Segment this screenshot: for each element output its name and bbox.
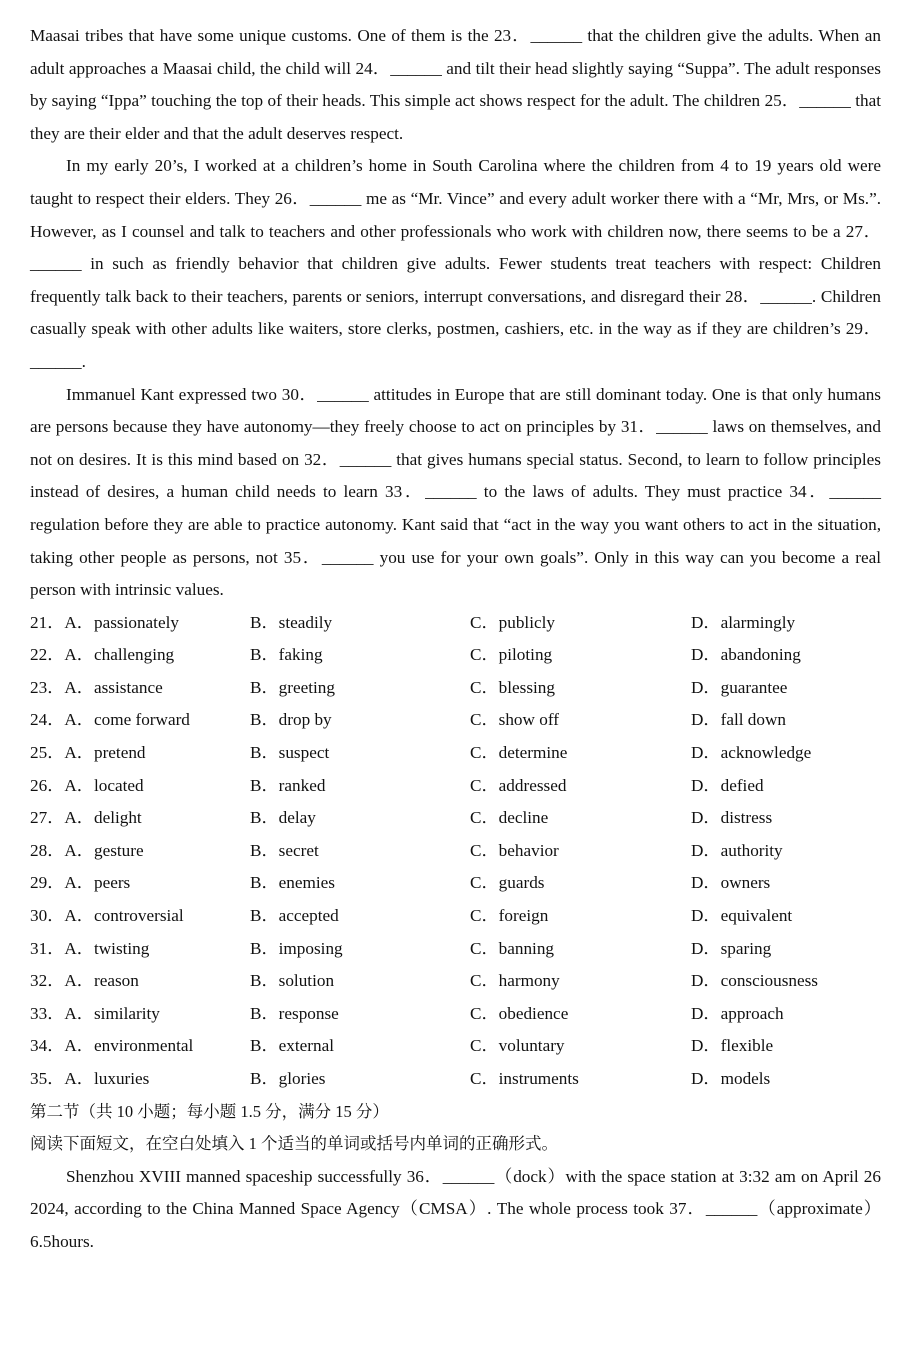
option-c: C．publicly (470, 612, 555, 632)
option-num: 25．A．pretend (30, 743, 146, 763)
option-b: B．steadily (250, 612, 333, 632)
passage-paragraph-2: In my early 20’s, I worked at a children’s home in South Carolina where the children from 4 to 19 years old were taught to respect their elders. They 26．______ me as “Mr. Vince” and every adult worker there with a “Mr, Mrs, or Ms.”. However, as I counsel and talk to teachers and other professionals who work with children now, there seems to be a 27．______ in such as friendly behavior that children give adults. Fewer students treat teachers with respect: Children frequently talk back to their teachers, parents or seniors, interrupt conversations, and disregard their 28．______. Children casually speak with other adults like waiters, store clerks, postmen, cashiers, etc. in the way as if they are children’s 29．______. (30, 156, 881, 371)
option-d: D．acknowledge (691, 743, 812, 763)
option-d: D．equivalent (691, 906, 793, 926)
option-d: D．defied (691, 775, 764, 795)
option-row (30, 737, 881, 770)
option-b: B．faking (250, 645, 323, 665)
option-row (30, 1030, 881, 1063)
option-row (30, 835, 881, 868)
option-c: C．guards (470, 873, 545, 893)
option-c: C．blessing (470, 677, 555, 697)
option-row (30, 900, 881, 933)
option-row (30, 607, 881, 640)
option-d: D．consciousness (691, 971, 818, 991)
option-num: 34．A．environmental (30, 1036, 194, 1056)
option-b: B．glories (250, 1069, 326, 1088)
option-b: B．drop by (250, 710, 332, 730)
section-2-paragraph: Shenzhou XVIII manned spaceship successfully 36．______（dock）with the space station at 3:32 am on April 26 2024, according to the China Manned Space Agency（CMSA）. The whole process took 37．______（approximate）6.5hours. (30, 1166, 881, 1251)
passage-paragraph-1: Maasai tribes that have some unique customs. One of them is the 23．______ that the children give the adults. When an adult approaches a Maasai child, the child will 24．______ and tilt their head slightly saying “Suppa”. The adult responses by saying “Ippa” touching the top of their heads. This simple act shows respect for the adult. The children 25．______ that they are their elder and that the adult deserves respect. (30, 26, 881, 143)
options-list (30, 607, 881, 1096)
option-row (30, 1063, 881, 1096)
option-num: 22．A．challenging (30, 645, 175, 665)
option-row (30, 704, 881, 737)
passage-paragraph-3: Immanuel Kant expressed two 30．______ attitudes in Europe that are still dominant today. One is that only humans are persons because they have autonomy—they freely choose to act on principles by 31．______ laws on themselves, and not on desires. It is this mind based on 32．______ that gives humans special status. Second, to learn to follow principles instead of desires, a human child needs to learn 33．______ to the laws of adults. They must practice 34．______ regulation before they are able to practice autonomy. Kant said that “act in the way you want others to act in the situation, taking other people as persons, not 35．______ you use for your own goals”. Only in this way can you become a real person with intrinsic values. (30, 384, 881, 600)
exam-page (30, 20, 881, 1259)
option-num: 35．A．luxuries (30, 1069, 150, 1088)
option-d: D．owners (691, 873, 771, 893)
option-num: 26．A．located (30, 775, 144, 795)
option-row (30, 933, 881, 966)
option-num: 28．A．gesture (30, 840, 144, 860)
option-num: 32．A．reason (30, 971, 139, 991)
option-row (30, 965, 881, 998)
option-b: B．accepted (250, 906, 339, 926)
option-num: 30．A．controversial (30, 906, 184, 926)
option-b: B．secret (250, 840, 319, 860)
option-num: 27．A．delight (30, 808, 142, 828)
option-c: C．show off (470, 710, 559, 730)
option-c: C．addressed (470, 775, 567, 795)
option-c: C．voluntary (470, 1036, 565, 1056)
option-b: B．greeting (250, 677, 335, 697)
option-c: C．behavior (470, 840, 559, 860)
option-row (30, 802, 881, 835)
option-row (30, 867, 881, 900)
option-b: B．ranked (250, 775, 326, 795)
section-2-heading: 第二节（共 10 小题；每小题 1.5 分，满分 15 分） (30, 1101, 389, 1121)
option-row (30, 639, 881, 672)
option-b: B．enemies (250, 873, 335, 893)
option-num: 31．A．twisting (30, 938, 150, 958)
option-c: C．obedience (470, 1003, 569, 1023)
option-row (30, 672, 881, 705)
option-num: 29．A．peers (30, 873, 131, 893)
option-num: 21．A．passionately (30, 612, 179, 632)
option-d: D．models (691, 1069, 771, 1088)
option-d: D．abandoning (691, 645, 801, 665)
option-c: C．decline (470, 808, 549, 828)
option-c: C．instruments (470, 1069, 579, 1088)
option-d: D．fall down (691, 710, 786, 730)
option-c: C．foreign (470, 906, 549, 926)
option-c: C．determine (470, 743, 568, 763)
option-d: D．approach (691, 1003, 784, 1023)
option-b: B．external (250, 1036, 334, 1056)
option-b: B．imposing (250, 938, 343, 958)
option-d: D．alarmingly (691, 612, 796, 632)
option-b: B．solution (250, 971, 335, 991)
option-c: C．piloting (470, 645, 553, 665)
option-b: B．suspect (250, 743, 330, 763)
option-row (30, 770, 881, 803)
option-num: 23．A．assistance (30, 677, 163, 697)
option-c: C．banning (470, 938, 555, 958)
option-d: D．guarantee (691, 677, 788, 697)
option-b: B．delay (250, 808, 316, 828)
option-row (30, 998, 881, 1031)
option-d: D．distress (691, 808, 773, 828)
option-b: B．response (250, 1003, 339, 1023)
section-2-instruction: 阅读下面短文，在空白处填入 1 个适当的单词或括号内单词的正确形式。 (30, 1134, 558, 1154)
option-c: C．harmony (470, 971, 560, 991)
option-num: 24．A．come forward (30, 710, 190, 730)
option-d: D．authority (691, 840, 783, 860)
option-d: D．sparing (691, 938, 772, 958)
option-num: 33．A．similarity (30, 1003, 160, 1023)
option-d: D．flexible (691, 1036, 774, 1056)
